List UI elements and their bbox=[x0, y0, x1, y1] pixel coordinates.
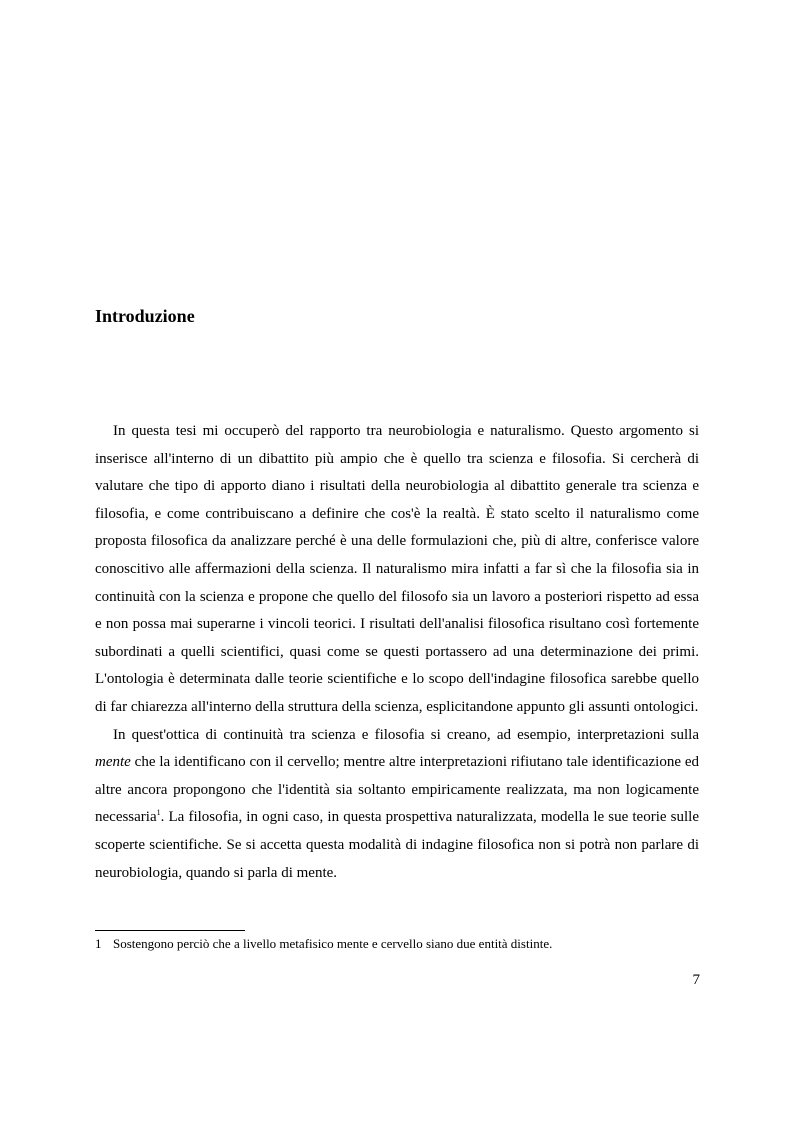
footnote-divider bbox=[95, 930, 245, 931]
emphasis-mente: mente bbox=[95, 754, 131, 771]
body-text bbox=[95, 418, 699, 887]
paragraph-2 bbox=[95, 722, 699, 888]
footnote-number: 1 bbox=[95, 936, 102, 951]
footnote bbox=[95, 935, 699, 953]
paragraph-2-text-middle: che la identificano con il cervello; mentre altre interpretazioni rifiutano tale identificazione ed altre ancora propongono che l'identità sia soltanto empiricamente realizzata, ma non logicamente necessaria bbox=[95, 754, 699, 826]
section-heading: Introduzione bbox=[95, 306, 195, 326]
footnote-reference[interactable]: 1 bbox=[156, 808, 161, 818]
paragraph-1-text: In questa tesi mi occuperò del rapporto tra neurobiologia e naturalismo. Questo argomento si inserisce all'interno di un dibattito più ampio che è quello tra scienza e filosofia. Si cercherà di valutare che tipo di apporto diano i risultati della neurobiologia al dibattito generale tra scienza e filosofia, e come contribuiscano a definire che cos'è la realtà. È stato scelto il naturalismo come proposta filosofica da analizzare perché è una delle formulazioni che, più di altre, conferisce valore conoscitivo alle affermazioni della scienza. Il naturalismo mira infatti a far sì che la filosofia sia in continuità con la scienza e propone che quello del filosofo sia un lavoro a posteriori rispetto ad essa e non possa mai superarne i vincoli teorici. I risultati dell'analisi filosofica risultano così fortemente subordinati a quelli scientifici, quasi come se questi portassero ad una determinazione dei primi. L'ontologia è determinata dalle teorie scientifiche e lo scopo dell'indagine filosofica sarebbe quello di far chiarezza all'interno della struttura della scienza, esplicitandone appunto gli assunti ontologici. bbox=[95, 423, 699, 715]
page-number: 7 bbox=[692, 972, 700, 988]
footnote-text: Sostengono perciò che a livello metafisico mente e cervello siano due entità distinte. bbox=[113, 936, 553, 951]
paragraph-2-text-end: . La filosofia, in ogni caso, in questa prospettiva naturalizzata, modella le sue teorie sulle scoperte scientifiche. Se si accetta questa modalità di indagine filosofica non si potrà non parlare di neurobiologia, quando si parla di mente. bbox=[95, 809, 699, 881]
paragraph-1 bbox=[95, 418, 699, 722]
paragraph-2-text-start: In quest'ottica di continuità tra scienza e filosofia si creano, ad esempio, interpretazioni sulla bbox=[113, 726, 699, 743]
